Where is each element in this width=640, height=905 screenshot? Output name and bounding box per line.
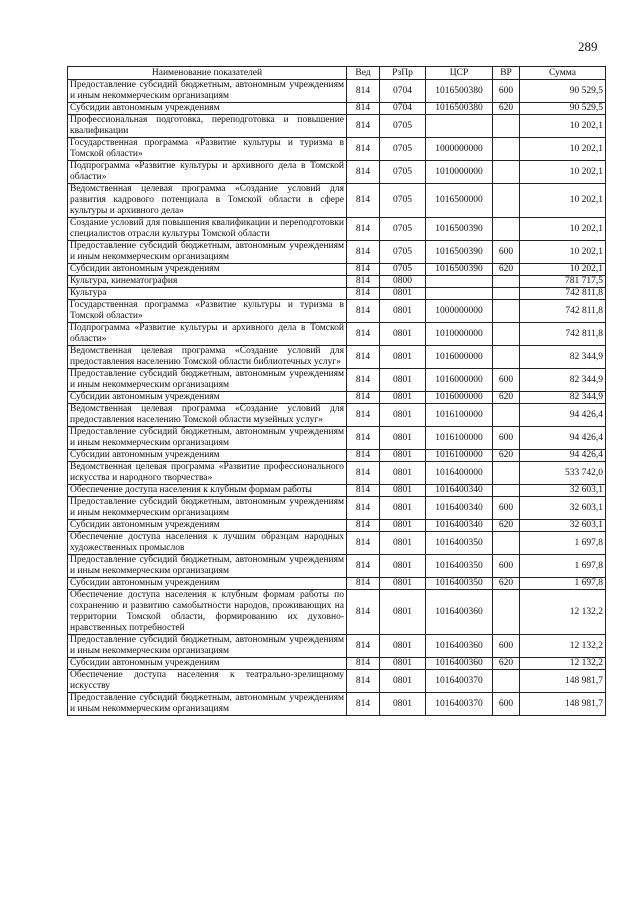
cell-name: Субсидии автономным учреждениям xyxy=(68,264,347,276)
cell-csr: 1016400350 xyxy=(426,578,493,590)
cell-name: Субсидии автономным учреждениям xyxy=(68,103,347,115)
cell-csr: 1016400370 xyxy=(426,693,493,716)
cell-rzpr: 0801 xyxy=(380,578,426,590)
cell-rzpr: 0801 xyxy=(380,346,426,369)
cell-vr xyxy=(493,485,520,497)
cell-csr: 1000000000 xyxy=(426,300,493,323)
cell-csr: 1016000000 xyxy=(426,346,493,369)
cell-vr xyxy=(493,138,520,161)
cell-sum: 533 742,0 xyxy=(520,462,606,485)
cell-vr: 600 xyxy=(493,241,520,264)
table-row xyxy=(68,520,606,532)
cell-ved: 814 xyxy=(347,346,380,369)
cell-csr: 1016100000 xyxy=(426,404,493,427)
cell-sum: 781 717,5 xyxy=(520,276,606,288)
cell-csr: 1016000000 xyxy=(426,369,493,392)
cell-ved: 814 xyxy=(347,241,380,264)
cell-sum: 12 132,2 xyxy=(520,635,606,658)
cell-name: Ведомственная целевая программа «Создание условий для предоставления населению Томской области музейных услуг» xyxy=(68,404,347,427)
cell-vr xyxy=(493,115,520,138)
cell-ved: 814 xyxy=(347,555,380,578)
cell-sum: 148 981,7 xyxy=(520,670,606,693)
cell-ved: 814 xyxy=(347,635,380,658)
cell-ved: 814 xyxy=(347,184,380,218)
cell-name: Предоставление субсидий бюджетным, автономным учреждениям и иным некоммерческим организациям xyxy=(68,693,347,716)
cell-ved: 814 xyxy=(347,450,380,462)
cell-rzpr: 0801 xyxy=(380,670,426,693)
cell-csr: 1016100000 xyxy=(426,450,493,462)
cell-ved: 814 xyxy=(347,288,380,300)
cell-ved: 814 xyxy=(347,485,380,497)
cell-sum: 82 344,9 xyxy=(520,369,606,392)
cell-vr: 600 xyxy=(493,693,520,716)
cell-sum: 12 132,2 xyxy=(520,658,606,670)
cell-csr: 1016400340 xyxy=(426,485,493,497)
cell-rzpr: 0801 xyxy=(380,693,426,716)
cell-rzpr: 0801 xyxy=(380,520,426,532)
cell-name: Предоставление субсидий бюджетным, автономным учреждениям и иным некоммерческим организациям xyxy=(68,241,347,264)
cell-rzpr: 0704 xyxy=(380,80,426,103)
cell-vr: 600 xyxy=(493,635,520,658)
table-row xyxy=(68,427,606,450)
cell-sum: 94 426,4 xyxy=(520,427,606,450)
cell-name: Предоставление субсидий бюджетным, автономным учреждениям и иным некоммерческим организациям xyxy=(68,497,347,520)
cell-rzpr: 0705 xyxy=(380,138,426,161)
cell-ved: 814 xyxy=(347,264,380,276)
cell-ved: 814 xyxy=(347,323,380,346)
cell-vr: 620 xyxy=(493,264,520,276)
cell-csr xyxy=(426,115,493,138)
cell-rzpr: 0705 xyxy=(380,115,426,138)
table-row xyxy=(68,264,606,276)
page-number: 289 xyxy=(578,39,598,54)
cell-ved: 814 xyxy=(347,392,380,404)
cell-csr: 1016500380 xyxy=(426,103,493,115)
table-row xyxy=(68,450,606,462)
cell-vr xyxy=(493,532,520,555)
cell-vr: 620 xyxy=(493,392,520,404)
cell-rzpr: 0801 xyxy=(380,392,426,404)
table-row xyxy=(68,138,606,161)
cell-vr xyxy=(493,161,520,184)
table-row xyxy=(68,404,606,427)
cell-name: Субсидии автономным учреждениям xyxy=(68,578,347,590)
cell-rzpr: 0800 xyxy=(380,276,426,288)
cell-name: Субсидии автономным учреждениям xyxy=(68,520,347,532)
table-row xyxy=(68,635,606,658)
cell-rzpr: 0801 xyxy=(380,635,426,658)
cell-sum: 94 426,4 xyxy=(520,450,606,462)
table-row xyxy=(68,693,606,716)
cell-vr: 620 xyxy=(493,520,520,532)
cell-ved: 814 xyxy=(347,590,380,635)
cell-rzpr: 0801 xyxy=(380,369,426,392)
table-row xyxy=(68,218,606,241)
cell-csr: 1016500390 xyxy=(426,241,493,264)
cell-sum: 148 981,7 xyxy=(520,693,606,716)
table-row xyxy=(68,103,606,115)
cell-sum: 82 344,9 xyxy=(520,346,606,369)
table-row xyxy=(68,276,606,288)
cell-rzpr: 0801 xyxy=(380,404,426,427)
cell-ved: 814 xyxy=(347,427,380,450)
cell-name: Обеспечение доступа населения к клубным формам работы xyxy=(68,485,347,497)
cell-name: Подпрограмма «Развитие культуры и архивного дела в Томской области» xyxy=(68,161,347,184)
cell-sum: 1 697,8 xyxy=(520,555,606,578)
cell-sum: 32 603,1 xyxy=(520,520,606,532)
table-row xyxy=(68,658,606,670)
cell-name: Создание условий для повышения квалификации и переподготовки специалистов отрасли культуры Томской области xyxy=(68,218,347,241)
cell-ved: 814 xyxy=(347,300,380,323)
cell-rzpr: 0801 xyxy=(380,497,426,520)
cell-csr: 1016400360 xyxy=(426,635,493,658)
cell-ved: 814 xyxy=(347,497,380,520)
table-row xyxy=(68,80,606,103)
cell-sum: 10 202,1 xyxy=(520,218,606,241)
cell-sum: 1 697,8 xyxy=(520,578,606,590)
cell-name: Ведомственная целевая программа «Развитие профессионального искусства и народного творчества» xyxy=(68,462,347,485)
cell-sum: 10 202,1 xyxy=(520,115,606,138)
cell-rzpr: 0705 xyxy=(380,218,426,241)
header-name: Наименование показателей xyxy=(68,67,347,80)
cell-csr: 1016400350 xyxy=(426,532,493,555)
cell-csr: 1016000000 xyxy=(426,392,493,404)
cell-rzpr: 0801 xyxy=(380,532,426,555)
cell-vr xyxy=(493,462,520,485)
cell-ved: 814 xyxy=(347,103,380,115)
cell-vr: 620 xyxy=(493,450,520,462)
cell-vr: 620 xyxy=(493,578,520,590)
cell-vr: 620 xyxy=(493,658,520,670)
cell-csr: 1016400360 xyxy=(426,590,493,635)
cell-name: Государственная программа «Развитие культуры и туризма в Томской области» xyxy=(68,300,347,323)
header-sum: Сумма xyxy=(520,67,606,80)
cell-csr: 1010000000 xyxy=(426,161,493,184)
cell-sum: 10 202,1 xyxy=(520,161,606,184)
cell-csr: 1016400340 xyxy=(426,520,493,532)
cell-vr xyxy=(493,218,520,241)
cell-csr: 1000000000 xyxy=(426,138,493,161)
cell-sum: 742 811,8 xyxy=(520,300,606,323)
cell-vr: 600 xyxy=(493,427,520,450)
table-row xyxy=(68,288,606,300)
cell-name: Субсидии автономным учреждениям xyxy=(68,658,347,670)
cell-name: Культура, кинематография xyxy=(68,276,347,288)
table-row xyxy=(68,670,606,693)
cell-sum: 82 344,9 xyxy=(520,392,606,404)
table-row xyxy=(68,462,606,485)
cell-name: Предоставление субсидий бюджетным, автономным учреждениям и иным некоммерческим организациям xyxy=(68,369,347,392)
cell-csr: 1016400360 xyxy=(426,658,493,670)
cell-sum: 10 202,1 xyxy=(520,138,606,161)
table-row xyxy=(68,184,606,218)
cell-vr xyxy=(493,670,520,693)
cell-rzpr: 0801 xyxy=(380,462,426,485)
cell-sum: 90 529,5 xyxy=(520,103,606,115)
cell-csr: 1016400340 xyxy=(426,497,493,520)
cell-rzpr: 0801 xyxy=(380,323,426,346)
cell-csr: 1010000000 xyxy=(426,323,493,346)
cell-name: Предоставление субсидий бюджетным, автономным учреждениям и иным некоммерческим организациям xyxy=(68,80,347,103)
cell-name: Предоставление субсидий бюджетным, автономным учреждениям и иным некоммерческим организациям xyxy=(68,555,347,578)
cell-csr: 1016500380 xyxy=(426,80,493,103)
cell-name: Культура xyxy=(68,288,347,300)
cell-rzpr: 0705 xyxy=(380,241,426,264)
budget-table xyxy=(67,66,606,716)
cell-ved: 814 xyxy=(347,276,380,288)
table-row xyxy=(68,532,606,555)
cell-csr: 1016500390 xyxy=(426,264,493,276)
cell-ved: 814 xyxy=(347,578,380,590)
cell-vr xyxy=(493,288,520,300)
cell-name: Субсидии автономным учреждениям xyxy=(68,392,347,404)
cell-rzpr: 0801 xyxy=(380,555,426,578)
header-vr: ВР xyxy=(493,67,520,80)
table-body xyxy=(68,80,606,716)
cell-name: Государственная программа «Развитие культуры и туризма в Томской области» xyxy=(68,138,347,161)
cell-rzpr: 0801 xyxy=(380,300,426,323)
cell-sum: 32 603,1 xyxy=(520,485,606,497)
table-row xyxy=(68,392,606,404)
cell-rzpr: 0801 xyxy=(380,450,426,462)
cell-csr: 1016500390 xyxy=(426,218,493,241)
cell-sum: 94 426,4 xyxy=(520,404,606,427)
cell-vr xyxy=(493,346,520,369)
cell-ved: 814 xyxy=(347,404,380,427)
cell-name: Предоставление субсидий бюджетным, автономным учреждениям и иным некоммерческим организациям xyxy=(68,427,347,450)
cell-csr: 1016100000 xyxy=(426,427,493,450)
cell-sum: 742 811,8 xyxy=(520,288,606,300)
table-row xyxy=(68,300,606,323)
cell-vr xyxy=(493,323,520,346)
cell-ved: 814 xyxy=(347,80,380,103)
table-header-row xyxy=(68,67,606,80)
cell-name: Обеспечение доступа населения к театрально-зрелищному искусству xyxy=(68,670,347,693)
cell-name: Обеспечение доступа населения к лучшим образцам народных художественных промыслов xyxy=(68,532,347,555)
cell-vr: 600 xyxy=(493,80,520,103)
cell-name: Предоставление субсидий бюджетным, автономным учреждениям и иным некоммерческим организациям xyxy=(68,635,347,658)
cell-rzpr: 0801 xyxy=(380,658,426,670)
cell-ved: 814 xyxy=(347,161,380,184)
cell-vr xyxy=(493,184,520,218)
cell-ved: 814 xyxy=(347,462,380,485)
table-row xyxy=(68,555,606,578)
cell-vr: 600 xyxy=(493,555,520,578)
cell-name: Подпрограмма «Развитие культуры и архивного дела в Томской области» xyxy=(68,323,347,346)
cell-csr xyxy=(426,276,493,288)
cell-csr: 1016400000 xyxy=(426,462,493,485)
cell-ved: 814 xyxy=(347,658,380,670)
cell-ved: 814 xyxy=(347,670,380,693)
cell-vr: 600 xyxy=(493,497,520,520)
table-row xyxy=(68,346,606,369)
cell-ved: 814 xyxy=(347,138,380,161)
cell-rzpr: 0801 xyxy=(380,427,426,450)
cell-vr xyxy=(493,404,520,427)
cell-csr xyxy=(426,288,493,300)
cell-csr: 1016400350 xyxy=(426,555,493,578)
cell-vr xyxy=(493,276,520,288)
cell-sum: 10 202,1 xyxy=(520,184,606,218)
cell-sum: 10 202,1 xyxy=(520,264,606,276)
header-ved: Вед xyxy=(347,67,380,80)
cell-vr: 600 xyxy=(493,369,520,392)
cell-vr: 620 xyxy=(493,103,520,115)
cell-ved: 814 xyxy=(347,532,380,555)
cell-name: Профессиональная подготовка, переподготовка и повышение квалификации xyxy=(68,115,347,138)
cell-name: Субсидии автономным учреждениям xyxy=(68,450,347,462)
cell-rzpr: 0704 xyxy=(380,103,426,115)
cell-name: Обеспечение доступа населения к клубным формам работы по сохранению и развитию самобытности народов, проживающих на территории Томской области, формированию их духовно-нравственных потребностей xyxy=(68,590,347,635)
cell-csr: 1016400370 xyxy=(426,670,493,693)
cell-csr: 1016500000 xyxy=(426,184,493,218)
cell-rzpr: 0705 xyxy=(380,264,426,276)
table-row xyxy=(68,115,606,138)
cell-rzpr: 0705 xyxy=(380,161,426,184)
header-csr: ЦСР xyxy=(426,67,493,80)
header-rzpr: РзПр xyxy=(380,67,426,80)
table-row xyxy=(68,590,606,635)
cell-rzpr: 0801 xyxy=(380,485,426,497)
cell-ved: 814 xyxy=(347,369,380,392)
cell-ved: 814 xyxy=(347,218,380,241)
cell-ved: 814 xyxy=(347,520,380,532)
table-row xyxy=(68,578,606,590)
cell-sum: 742 811,8 xyxy=(520,323,606,346)
cell-sum: 10 202,1 xyxy=(520,241,606,264)
cell-sum: 12 132,2 xyxy=(520,590,606,635)
table-row xyxy=(68,369,606,392)
cell-sum: 1 697,8 xyxy=(520,532,606,555)
table-row xyxy=(68,161,606,184)
table-row xyxy=(68,241,606,264)
cell-vr xyxy=(493,300,520,323)
cell-rzpr: 0801 xyxy=(380,288,426,300)
cell-rzpr: 0705 xyxy=(380,184,426,218)
cell-vr xyxy=(493,590,520,635)
table-row xyxy=(68,323,606,346)
cell-sum: 32 603,1 xyxy=(520,497,606,520)
table-row xyxy=(68,485,606,497)
cell-ved: 814 xyxy=(347,693,380,716)
table-row xyxy=(68,497,606,520)
cell-ved: 814 xyxy=(347,115,380,138)
cell-name: Ведомственная целевая программа «Создание условий для развития кадрового потенциала в Томской области в сфере культуры и архивного дела» xyxy=(68,184,347,218)
cell-name: Ведомственная целевая программа «Создание условий для предоставления населению Томской области библиотечных услуг» xyxy=(68,346,347,369)
cell-rzpr: 0801 xyxy=(380,590,426,635)
cell-sum: 90 529,5 xyxy=(520,80,606,103)
